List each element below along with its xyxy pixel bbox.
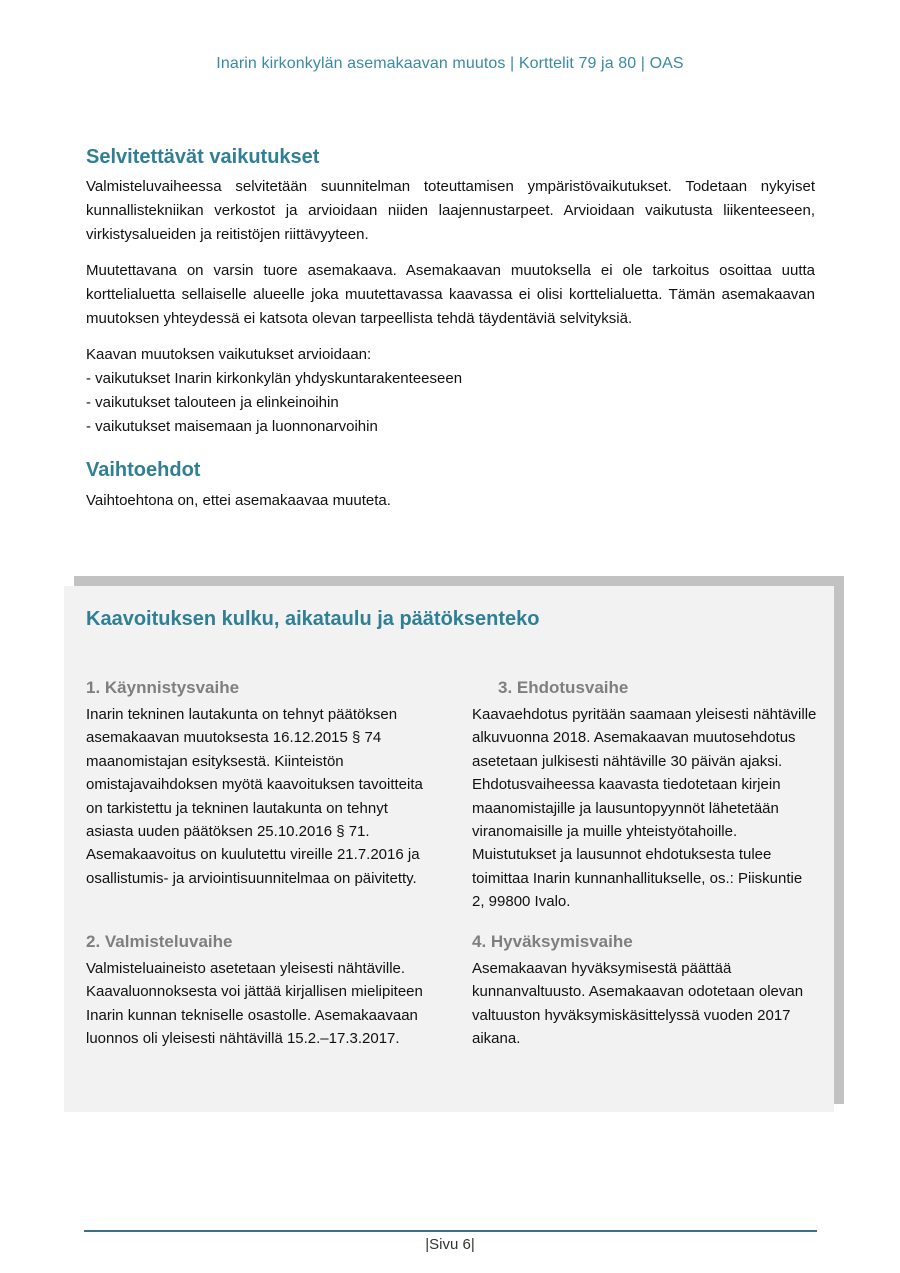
phase-heading: 2. Valmisteluvaihe — [86, 932, 233, 951]
phase-preparation — [86, 932, 431, 1051]
footer-divider — [84, 1230, 817, 1232]
phase-text: Asemakaavan hyväksymisestä päättää kunnanvaltuusto. Asemakaavan odotetaan olevan valtuuston hyväksymiskäsittelyssä vuoden 2017 aikana. — [472, 960, 804, 1048]
phase-text: Kaavaehdotus pyritään saamaan yleisesti nähtäville alkuvuonna 2018. Asemakaavan muutosehdotus asetetaan julkisesti nähtäville 30 päivän ajaksi. Ehdotusvaiheessa kaavasta tiedotetaan kirjein maanomistajille ja lausuntopyynnöt lähetetään viranomaisille ja muille yhteistyötahoille. Muistutukset ja lausunnot ehdotuksesta tulee toimittaa Inarin kunnanhallitukselle, os.: Piiskuntie 2, 99800 Ivalo. — [472, 706, 817, 911]
list-item: - vaikutukset talouteen ja elinkeinoihin — [86, 394, 339, 411]
phase-proposal — [472, 678, 817, 914]
alternatives-section — [86, 459, 815, 513]
list-item: - vaikutukset Inarin kirkonkylän yhdyskuntarakenteeseen — [86, 370, 463, 387]
phase-approval — [472, 932, 817, 1051]
alternatives-text: Vaihtoehtona on, ettei asemakaavaa muuteta. — [86, 492, 391, 509]
impacts-paragraph-1: Valmisteluvaiheessa selvitetään suunnitelman toteuttamisen ympäristövaikutukset. Todetaan nykyiset kunnallistekniikan verkostot ja arvioidaan niiden laajennustarpeet. Arvioidaan vaikutusta liikenteeseen, virkistysalueiden ja reitistöjen riittävyyteen. — [86, 178, 815, 243]
list-item: - vaikutukset maisemaan ja luonnonarvoihin — [86, 418, 378, 435]
phase-heading: 3. Ehdotusvaihe — [498, 678, 629, 697]
impacts-paragraph-2: Muutettavana on varsin tuore asemakaava. Asemakaavan muutoksella ei ole tarkoitus osoittaa uutta korttelialuetta sellaiselle alueelle joka muutettavassa kaavassa ei olisi korttelialuetta. Tämän asemakaavan muutoksen yhteydessä ei katsota olevan tarpeellista tehdä täydentäviä selvityksiä. — [86, 262, 815, 327]
phase-text: Valmisteluaineisto asetetaan yleisesti nähtäville. Kaavaluonnoksesta voi jättää kirjallisen mielipiteen Inarin kunnan tekniselle osastolle. Asemakaavaan luonnos oli yleisesti nähtävillä 15.2.–17.3.2017. — [86, 960, 423, 1048]
phase-text: Inarin tekninen lautakunta on tehnyt päätöksen asemakaavan muutoksesta 16.12.2015 § 74 maanomistajan esityksestä. Kiinteistön omistajavaihdoksen myötä kaavoituksen tavoitteita on tarkistettu ja tekninen lautakunta on tehnyt asiasta uuden päätöksen 25.10.2016 § 71. Asemakaavoitus on kuulutettu vireille 21.7.2016 ja osallistumis- ja arviointisuunnitelmaa on päivitetty. — [86, 706, 423, 887]
process-title: Kaavoituksen kulku, aikataulu ja päätöksenteko — [86, 608, 540, 630]
impacts-heading: Selvitettävät vaikutukset — [86, 146, 320, 168]
impacts-section — [86, 146, 815, 439]
phase-heading: 1. Käynnistysvaihe — [86, 678, 240, 697]
page-number: |Sivu 6| — [425, 1236, 475, 1253]
phase-heading: 4. Hyväksymisvaihe — [472, 932, 633, 951]
phase-startup — [86, 678, 431, 890]
impacts-list-intro: Kaavan muutoksen vaikutukset arvioidaan: — [86, 346, 372, 363]
alternatives-heading: Vaihtoehdot — [86, 459, 201, 481]
process-box — [64, 586, 834, 1112]
impacts-list — [86, 367, 815, 439]
running-header: Inarin kirkonkylän asemakaavan muutos | Korttelit 79 ja 80 | OAS — [216, 55, 684, 72]
